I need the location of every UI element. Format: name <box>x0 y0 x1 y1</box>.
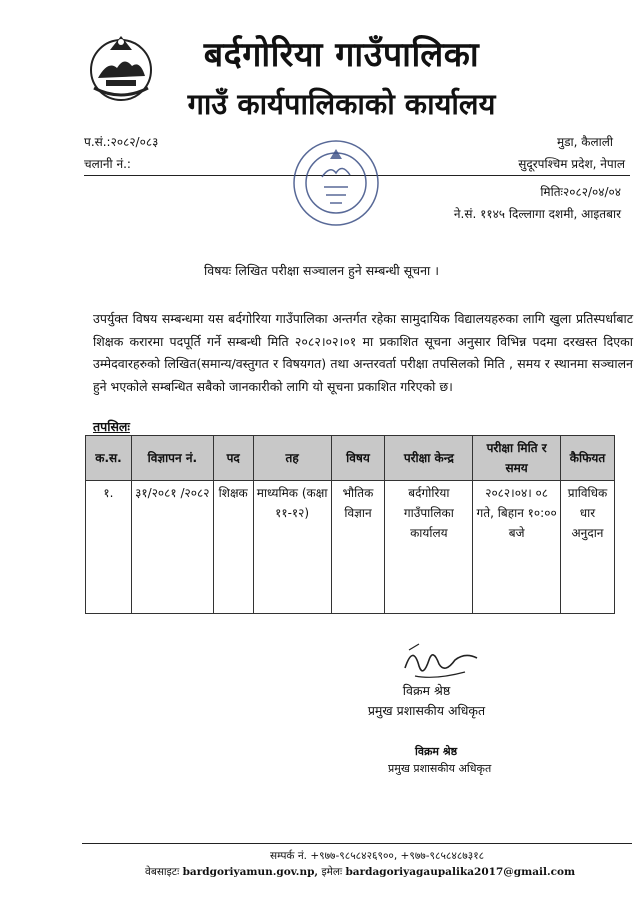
name-stamp: विक्रम श्रेष्ठ <box>415 745 458 758</box>
handwritten-signature <box>395 638 485 684</box>
table-cell: माध्यमिक (कक्षा ११-१२) <box>253 481 331 614</box>
signatory-name: विक्रम श्रेष्ठ <box>402 683 451 698</box>
table-cell: भौतिक विज्ञान <box>331 481 385 614</box>
website-link[interactable]: bardgoriyamun.gov.np, <box>182 866 319 878</box>
table-cell: प्राविधिक धार अनुदान <box>560 481 614 614</box>
column-header: तह <box>253 436 331 481</box>
table-cell: २०८२।०४। ०८ गते, बिहान १०:०० बजे <box>473 481 561 614</box>
table-header-row <box>86 436 615 481</box>
signatory-title: प्रमुख प्रशासकीय अधिकृत <box>367 703 486 718</box>
office-subtitle: गाउँ कार्यपालिकाको कार्यालय <box>187 87 496 121</box>
column-header: विज्ञापन नं. <box>131 436 213 481</box>
email-label: इमेलः <box>321 866 343 878</box>
column-header: परीक्षा मिति र समय <box>473 436 561 481</box>
column-header: विषय <box>331 436 385 481</box>
column-header: क.स. <box>86 436 132 481</box>
location-line-1: मुडा, कैलाली <box>556 135 613 149</box>
table-cell: १. <box>86 481 132 614</box>
office-name: बर्दगोरिया गाउँपालिका <box>203 35 480 75</box>
title-stamp: प्रमुख प्रशासकीय अधिकृत <box>388 762 492 775</box>
details-label: तपसिलः <box>93 419 130 434</box>
column-header: कैफियत <box>560 436 614 481</box>
column-header: पद <box>213 436 253 481</box>
email-link[interactable]: bardagoriyagaupalika2017@gmail.com <box>345 866 576 878</box>
letter-date: मितिः२०८२/०४/०४ <box>540 185 621 199</box>
website-label: वेबसाइटः <box>145 866 180 878</box>
footer-links <box>145 865 575 879</box>
table-cell: ३१/२०८१ /२०८२ <box>131 481 213 614</box>
notice-body: उपर्युक्त विषय सम्बन्धमा यस बर्दगोरिया गाउँपालिका अन्तर्गत रहेका सामुदायिक विद्यालयहरुका लागि खुला प्रतिस्पर्धाबाट शिक्षक करारमा पदपूर्ति गर्ने सम्बन्धी मिति २०८२।०२।०१ मा प्रकाशित सूचना अनुसार विभिन्न पदमा दरखस्त दिएका उम्मेदवारहरुको लिखित(समान्य/वस्तुगत र विषयगत) तथा अन्तरवर्ता परीक्षा तपसिलको मिति , समय र स्थानमा सञ्चालन हुने भएकोले सम्बन्धित सबैको जानकारीको लागि यो सूचना प्रकाशित गरिएको छ। <box>93 311 633 394</box>
dispatch-number: चलानी नं.: <box>84 157 131 171</box>
exam-schedule-table <box>85 435 615 614</box>
office-seal-icon <box>290 137 382 229</box>
contact-numbers: सम्पर्क नं. +९७७-९८५८४२६९००, +९७७-९८५८४८७३१८ <box>270 850 485 862</box>
column-header: परीक्षा केन्द्र <box>385 436 473 481</box>
table-row <box>86 481 615 614</box>
notice-subject: विषयः लिखित परीक्षा सञ्चालन हुने सम्बन्धी सूचना । <box>204 263 439 278</box>
footer-divider <box>82 843 632 844</box>
table-cell: बर्दगोरिया गाउँपालिका कार्यालय <box>385 481 473 614</box>
nepal-sambat-date: ने.सं. ११४५ दिल्लागा दशमी, आइतबार <box>453 207 621 221</box>
table-cell: शिक्षक <box>213 481 253 614</box>
location-line-2: सुदूरपश्चिम प्रदेश, नेपाल <box>518 157 625 171</box>
ref-number: प.सं.:२०८२/०८३ <box>84 135 159 149</box>
